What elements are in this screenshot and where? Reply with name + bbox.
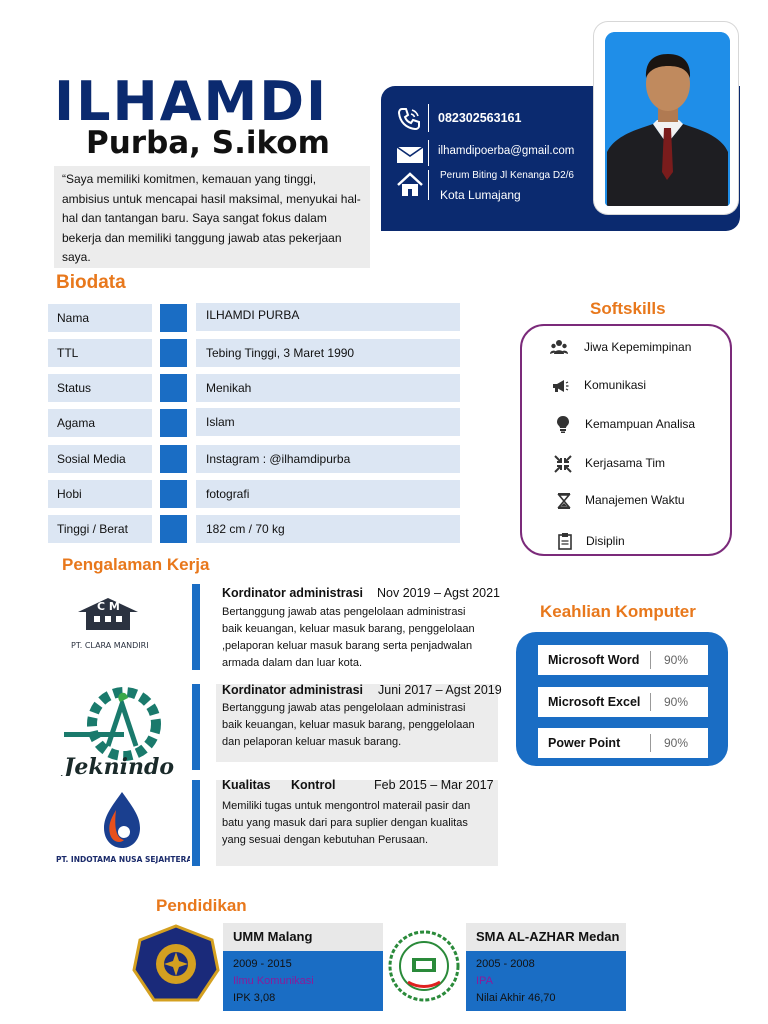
softskill-item: Disiplin <box>586 534 625 548</box>
education-school: SMA AL-AZHAR Medan <box>466 923 626 951</box>
address-line1: Perum Biting Jl Kenanga D2/6 <box>440 170 574 181</box>
education-years: 2009 - 2015 <box>233 958 292 970</box>
profile-photo <box>605 32 730 206</box>
computer-skill-value: 90% <box>664 695 689 709</box>
biodata-marker <box>160 304 187 332</box>
experience-desc-line: armada dalam dan luar kota. <box>222 657 363 669</box>
biodata-label: Nama <box>48 304 152 332</box>
softskills-title: Softskills <box>590 299 666 318</box>
biodata-marker <box>160 409 187 437</box>
experience-date: Juni 2017 – Agst 2019 <box>378 683 502 697</box>
company-name: PT. INDOTAMA NUSA SEJAHTERA <box>56 855 190 864</box>
biodata-value: ILHAMDI PURBA <box>196 303 460 331</box>
experience-desc-line: Bertanggung jawab atas pengelolaan administrasi <box>222 702 466 714</box>
hourglass-icon <box>555 492 573 510</box>
biodata-marker <box>160 480 187 508</box>
umm-logo <box>132 924 220 1008</box>
education-years: 2005 - 2008 <box>476 958 535 970</box>
education-major: Ilmu Komunikasi <box>233 975 314 987</box>
computer-skill-divider <box>650 734 651 752</box>
experience-role: Kordinator administrasi <box>222 683 363 697</box>
experience-bar <box>192 780 200 866</box>
computer-skills-title: Keahlian Komputer <box>540 602 696 621</box>
home-icon <box>396 172 424 198</box>
experience-desc-line: Memiliki tugas untuk mengontrol materail pasir dan <box>222 800 471 812</box>
biodata-label: Tinggi / Berat <box>48 515 152 543</box>
experience-title: Pengalaman Kerja <box>62 555 210 574</box>
profile-quote: “Saya memiliki komitmen, kemauan yang tinggi, ambisius untuk mencapai hasil maksimal, menyukai hal-hal dan tantangan baru. Saya sangat fokus dalam bekerja dan memiliki tanggung jawab atas pekerjaan saya. <box>54 166 370 268</box>
computer-skill-value: 90% <box>664 653 689 667</box>
experience-bar <box>192 584 200 670</box>
lightbulb-icon <box>554 415 572 433</box>
experience-desc-line: baik keuangan, keluar masuk barang, penggelolaan <box>222 623 475 635</box>
computer-skill-divider <box>650 693 651 711</box>
people-icon <box>550 338 568 356</box>
softskill-item: Kemampuan Analisa <box>585 417 696 431</box>
computer-skill-name: Power Point <box>548 736 621 750</box>
experience-desc-line: dan pelaporan keluar masuk barang. <box>222 736 402 748</box>
experience-date: Nov 2019 – Agst 2021 <box>377 586 501 600</box>
biodata-value: fotografi <box>196 480 460 508</box>
experience-desc-line: Bertanggung jawab atas pengelolaan administrasi <box>222 606 466 618</box>
softskill-item: Komunikasi <box>584 378 647 392</box>
experience-role: Kordinator administrasi <box>222 586 363 600</box>
biodata-label: Sosial Media <box>48 445 152 473</box>
softskill-item: Jiwa Kepemimpinan <box>584 340 692 354</box>
education-school: UMM Malang <box>223 923 383 951</box>
softskill-item: Manajemen Waktu <box>585 493 685 507</box>
al-azhar-logo <box>388 930 460 1002</box>
contact-divider <box>428 104 429 132</box>
megaphone-icon <box>551 377 569 395</box>
experience-desc-line: baik keuangan, keluar masuk barang, penggelolaan <box>222 719 475 731</box>
softskills-box <box>520 324 732 556</box>
biodata-marker <box>160 445 187 473</box>
computer-skill-row <box>538 728 708 758</box>
last-name: Purba, S.ikom <box>86 125 330 161</box>
biodata-value: 182 cm / 70 kg <box>196 515 460 543</box>
experience-date: Feb 2015 – Mar 2017 <box>374 778 494 792</box>
biodata-value: Islam <box>196 408 460 436</box>
biodata-label: TTL <box>48 339 152 367</box>
biodata-marker <box>160 374 187 402</box>
biodata-title: Biodata <box>56 272 126 293</box>
softskill-item: Kerjasama Tim <box>585 456 666 470</box>
clara-logo-text: C M <box>97 600 120 613</box>
education-title: Pendidikan <box>156 896 247 915</box>
computer-skill-value: 90% <box>664 736 689 750</box>
company-name: PT. CLARA MANDIRI <box>71 641 149 650</box>
contact-divider <box>428 170 429 200</box>
company-logo-indotama <box>54 780 190 866</box>
experience-desc-line: ,pelaporan keluar masuk barang serta penjadwalan <box>222 640 473 652</box>
biodata-label: Agama <box>48 409 152 437</box>
company-logo-clara <box>54 584 190 670</box>
biodata-label: Hobi <box>48 480 152 508</box>
computer-skill-name: Microsoft Excel <box>548 695 641 709</box>
collapse-arrows-icon <box>554 455 572 473</box>
company-name: Jeknindo <box>64 754 175 776</box>
phone-number[interactable]: 082302563161 <box>438 111 522 125</box>
first-name: ILHAMDI <box>54 70 329 133</box>
experience-role-2: Kontrol <box>291 778 336 792</box>
company-logo-jeknindo <box>54 684 190 776</box>
experience-bar <box>192 684 200 770</box>
computer-skill-divider <box>650 651 651 669</box>
computer-skill-name: Microsoft Word <box>548 653 640 667</box>
email-address[interactable]: ilhamdipoerba@gmail.com <box>438 145 575 157</box>
clipboard-icon <box>556 532 574 550</box>
biodata-marker <box>160 339 187 367</box>
computer-skill-row <box>538 687 708 717</box>
experience-desc-line: yang sesuai dengan kebutuhan Perusaan. <box>222 834 429 846</box>
phone-icon <box>396 106 422 132</box>
education-score: Nilai Akhir 46,70 <box>476 992 556 1004</box>
education-major: IPA <box>476 975 493 987</box>
biodata-value: Menikah <box>196 374 460 402</box>
experience-desc-line: batu yang masuk dari para suplier dengan kualitas <box>222 817 468 829</box>
biodata-value: Tebing Tinggi, 3 Maret 1990 <box>196 339 460 367</box>
envelope-icon <box>396 146 424 164</box>
biodata-value[interactable]: Instagram : @ilhamdipurba <box>196 445 460 473</box>
contact-divider <box>428 140 429 166</box>
experience-role: Kualitas <box>222 778 271 792</box>
education-score: IPK 3,08 <box>233 992 276 1004</box>
address-line2: Kota Lumajang <box>440 188 521 202</box>
biodata-marker <box>160 515 187 543</box>
computer-skill-row <box>538 645 708 675</box>
biodata-label: Status <box>48 374 152 402</box>
